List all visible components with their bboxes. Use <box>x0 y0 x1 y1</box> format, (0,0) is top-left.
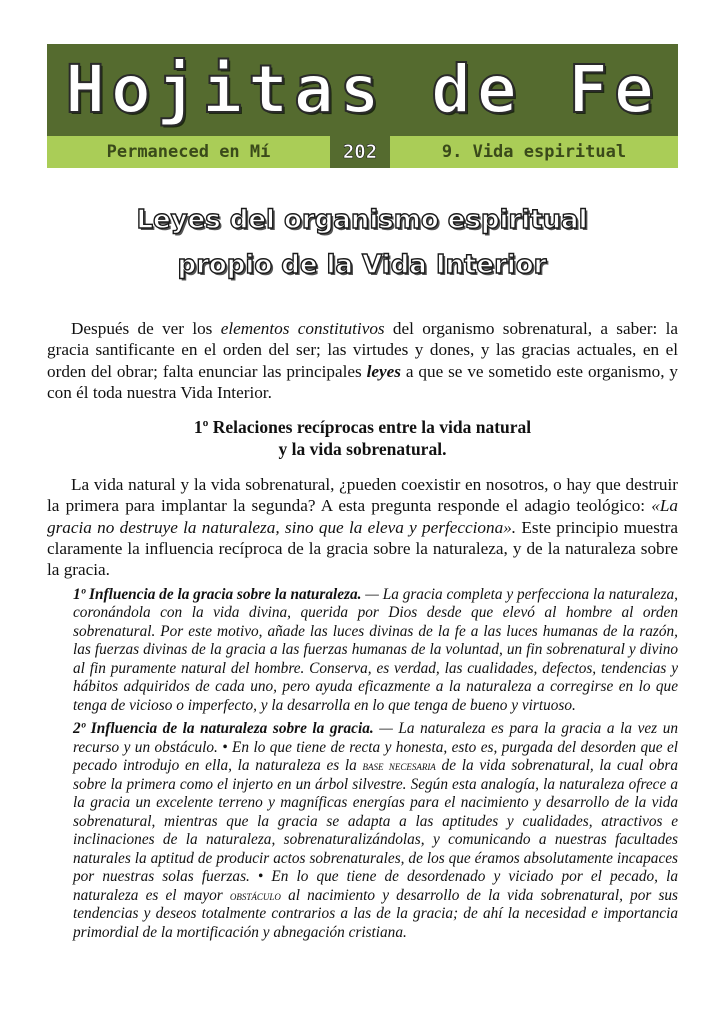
intro-text: del organismo sobrenatural, a saber: la gracia santificante en el orden del ser; las virtudes y dones, y las gracias actuales, en el orden del obrar; falta enunciar las principales <box>47 319 678 381</box>
masthead-subbar <box>47 136 678 168</box>
section-text: Este principio muestra claramente la influencia recíproca de la gracia sobre la naturaleza, y de la naturaleza sobre la gracia. <box>47 517 679 580</box>
point-2-text: al nacimiento y desarrollo de la vida sobrenatural, por sus tendencias y deseos totalmente contrarios a las de la gracia; de ahí la necesidad e importancia primordial de la mortificación y abnegación cristiana. <box>73 886 678 941</box>
document-title-line-2: propio de la Vida Interior <box>177 250 547 280</box>
section-text: La vida natural y la vida sobrenatural, ¿pueden coexistir en nosotros, o hay que destruir la primera para implantar la segunda? A esta pregunta responde el adagio teológico: <box>47 475 678 516</box>
point-1 <box>73 586 678 716</box>
section-heading <box>47 417 678 460</box>
intro-paragraph <box>47 318 678 403</box>
publication-title: Hojitas de Fe <box>65 51 660 128</box>
section-heading-line-2: y la vida sobrenatural. <box>278 438 447 459</box>
point-2-text: de la vida sobrenatural, la cual obra sobre la primera como el injerto en un árbol silvestre. Según esta analogía, la naturaleza ofrece a la gracia un excelente terreno y magníficas energías para el nacimiento y desarrollo de la vida sobrenatural, mientras que la gracia se adapta a las aptitudes y cualidades, atractivos e inclinaciones de la naturaleza, sobrenaturalizándolas, y comunicando a nuestras facultades naturales la aptitud de producir actos sobrenaturales, de los que éramos absolutamente incapaces por nuestras solas fuerzas. • En lo que tiene de desordenado y viciado por el pecado, la naturaleza es el mayor <box>73 757 678 904</box>
document-title-line-1: Leyes del organismo espiritual <box>136 205 588 235</box>
series-subtitle: Permaneced en Mí <box>106 142 271 162</box>
point-2 <box>73 720 678 942</box>
intro-keyword: leyes <box>366 361 401 381</box>
point-2-smallcaps: base necesaria <box>362 758 436 774</box>
point-2-title: 2º Influencia de la naturaleza sobre la gracia. <box>73 720 374 738</box>
intro-text: a que se ve sometido este organismo, y con él toda nuestra Vida Interior. <box>47 361 678 402</box>
issue-number: 202 <box>330 136 390 168</box>
point-1-text: — La gracia completa y perfecciona la naturaleza, coronándola con la vida divina, querida por Dios desde que elevó al hombre al orden sobrenatural. Por este motivo, añade las luces divinas de la fe a las luces humanas de la razón, las fuerzas divinas de la gracia a las fuerzas humanas de la voluntad, un fin sobrenatural y divino al fin puramente natural del hombre. Conserva, es verdad, las cualidades, defectos, tendencias y hábitos adquiridos de cada uno, pero ayuda eficazmente a la naturaleza a corregirse en lo que tenga de vicioso o imperfecto, y la desarrolla en lo que tenga de bueno y virtuoso. <box>73 585 678 714</box>
masthead-banner <box>47 44 678 136</box>
point-1-title: 1º Influencia de la gracia sobre la naturaleza. <box>73 585 362 603</box>
point-2-smallcaps: obstáculo <box>229 887 281 903</box>
section-subtitle: 9. Vida espiritual <box>441 142 627 162</box>
article-body <box>47 318 678 942</box>
theological-adage: «La gracia no destruye la naturaleza, sino que la eleva y perfecciona». <box>47 496 678 537</box>
section-paragraph <box>47 474 678 580</box>
masthead <box>47 44 678 168</box>
intro-text: Después de ver los <box>71 319 221 338</box>
section-heading-line-1: 1º Relaciones recíprocas entre la vida natural <box>193 417 532 438</box>
intro-emphasis: elementos constitutivos <box>220 319 385 338</box>
point-2-text: — La naturaleza es para la gracia a la vez un recurso y un obstáculo. • En lo que tiene de recta y honesta, esto es, purgada del desorden que el pecado introdujo en ella, la naturaleza es la <box>73 720 678 775</box>
